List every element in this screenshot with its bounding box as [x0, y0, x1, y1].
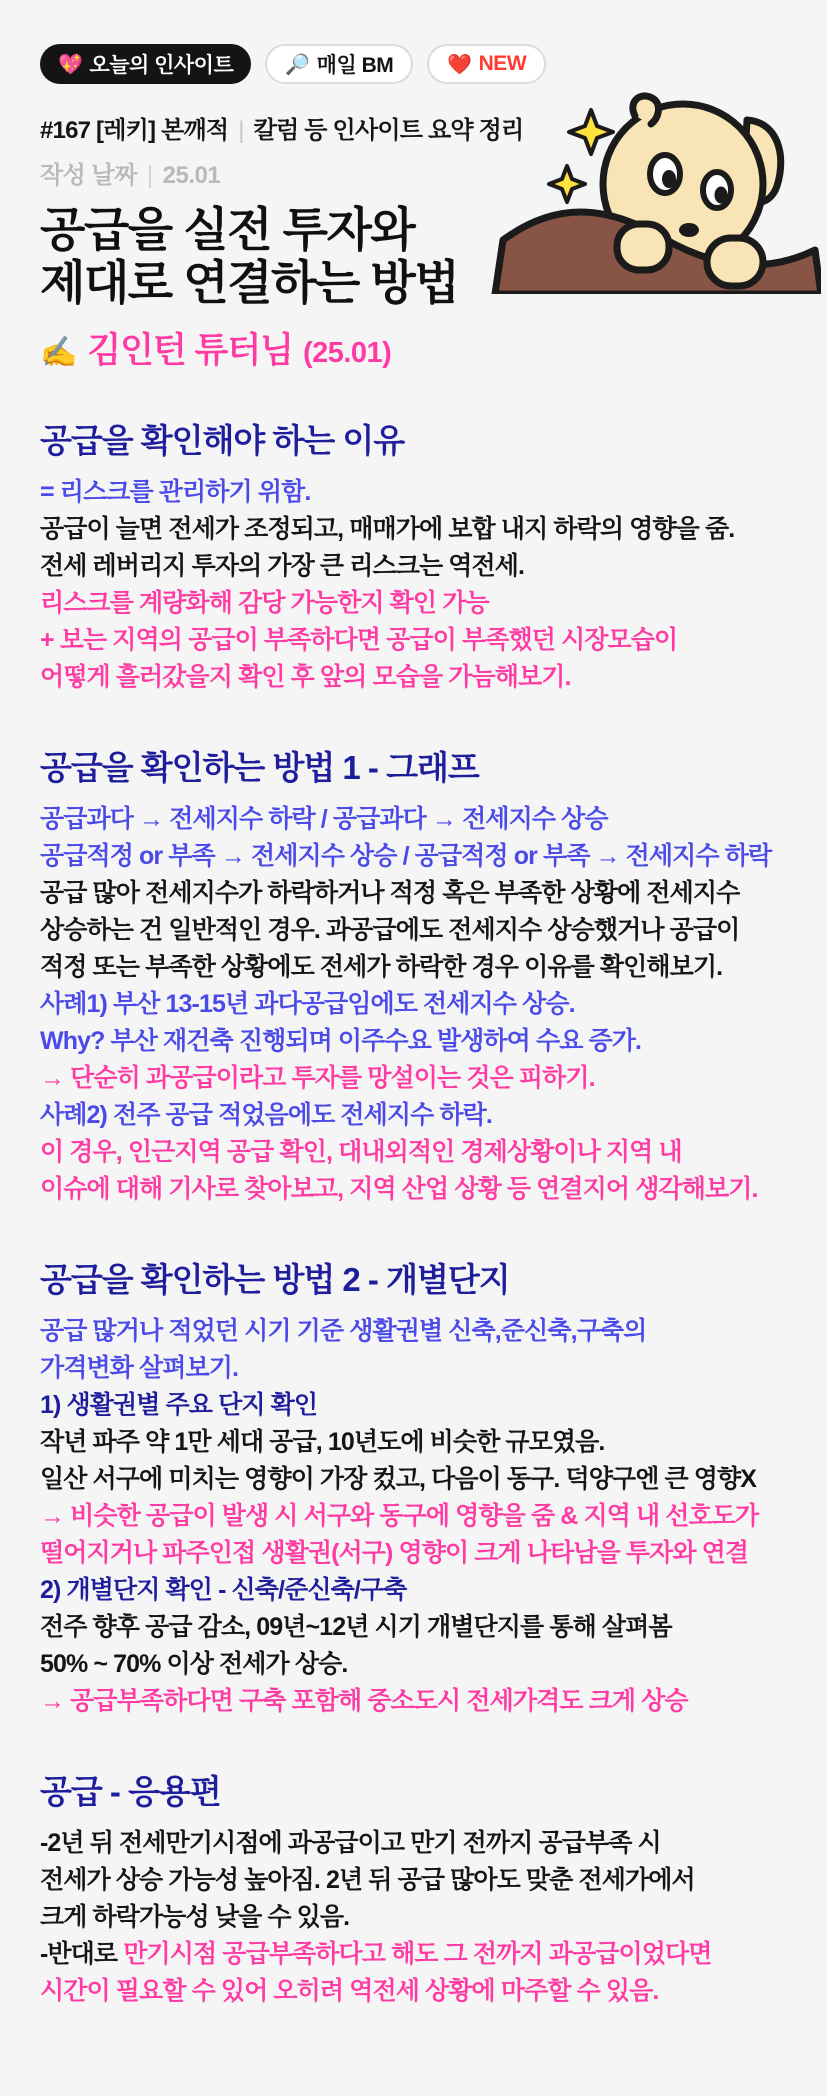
- badge-row: [40, 44, 787, 84]
- badge-today-insight[interactable]: [40, 44, 251, 84]
- text-segment: 크게 하락가능성 낮을 수 있음.: [40, 1903, 350, 1932]
- body-line: [40, 949, 787, 986]
- author-name: 김인턴 튜터님: [87, 331, 293, 371]
- section-3: [40, 1254, 787, 1720]
- author-date: (25.01): [302, 337, 392, 370]
- body-line: [40, 1350, 787, 1387]
- body-line: [40, 1461, 787, 1498]
- text-segment: 일산 서구에 미치는 영향이 가장 컸고, 다음이 동구. 덕양구엔 큰 영향X: [40, 1465, 757, 1494]
- text-segment: 전세가 상승 가능성 높아짐. 2년 뒤 공급 많아도 맞춘 전세가에서: [40, 1866, 695, 1895]
- heart-icon: ❤️: [447, 53, 472, 76]
- section-1: [40, 415, 787, 696]
- text-segment: 공급 많거나 적었던 시기 기준 생활권별 신축,준신축,구축의: [40, 1317, 647, 1346]
- section-4: [40, 1766, 787, 2010]
- body-line: [40, 1899, 787, 1936]
- body-line: [40, 1387, 787, 1424]
- body-line: [40, 1060, 787, 1097]
- text-segment: 시간이 필요할 수 있어 오히려 역전세 상황에 마주할 수 있음.: [40, 1977, 659, 2006]
- body-line: [40, 1572, 787, 1609]
- body-line: [40, 838, 787, 875]
- date-divider: |: [146, 162, 153, 189]
- body-line: [40, 1097, 787, 1134]
- text-segment: → 공급부족하다면 구축 포함해 중소도시 전세가격도 크게 상승: [40, 1687, 688, 1716]
- date-line: [40, 155, 787, 190]
- body-line: [40, 1973, 787, 2010]
- body-line: [40, 1825, 787, 1862]
- text-segment: 어떻게 흘러갔을지 확인 후 앞의 모습을 가늠해보기.: [40, 663, 571, 692]
- section-2: [40, 742, 787, 1208]
- body-line: [40, 1683, 787, 1720]
- text-segment: 이 경우, 인근지역 공급 확인, 대내외적인 경제상황이나 지역 내: [40, 1138, 682, 1167]
- text-segment: → 비슷한 공급이 발생 시 서구와 동구에 영향을 줌 & 지역 내 선호도가: [40, 1502, 759, 1531]
- body-line: [40, 1498, 787, 1535]
- section-heading: 공급을 확인하는 방법 2 - 개별단지: [40, 1261, 510, 1299]
- text-segment: = 리스크를 관리하기 위함.: [40, 478, 311, 507]
- meta-line: [40, 110, 787, 145]
- body-line: [40, 1424, 787, 1461]
- writing-hand-icon: ✍️: [40, 336, 78, 370]
- text-segment: 50% ~ 70% 이상 전세가 상승.: [40, 1650, 348, 1679]
- body-line: [40, 1313, 787, 1350]
- body-line: [40, 1023, 787, 1060]
- section-heading: 공급을 확인하는 방법 1 - 그래프: [40, 749, 479, 787]
- meta-description: 칼럼 등 인사이트 요약 정리: [253, 117, 524, 144]
- body-line: [40, 1134, 787, 1171]
- text-segment: 사례2) 전주 공급 적었음에도 전세지수 하락.: [40, 1101, 492, 1130]
- body-line: [40, 548, 787, 585]
- body-line: [40, 474, 787, 511]
- text-segment: 떨어지거나 파주인접 생활권(서구) 영향이 크게 나타남을 투자와 연결: [40, 1539, 749, 1568]
- text-segment: 1) 생활권별 주요 단지 확인: [40, 1391, 318, 1420]
- text-segment: + 보는 지역의 공급이 부족하다면 공급이 부족했던 시장모습이: [40, 626, 678, 655]
- body-line: [40, 1936, 787, 1973]
- text-segment: Why? 부산 재건축 진행되며 이주수요 발생하여 수요 증가.: [40, 1027, 642, 1056]
- title-line-1: 공급을 실전 투자와: [40, 203, 415, 256]
- text-segment: 만기시점 공급부족하다고 해도 그 전까지 과공급이었다면: [123, 1940, 712, 1969]
- badge-label: 오늘의 인사이트: [89, 54, 234, 77]
- body-line: [40, 659, 787, 696]
- body-line: [40, 1171, 787, 1208]
- badge-label: NEW: [478, 52, 527, 75]
- body-line: [40, 875, 787, 912]
- section-heading: 공급을 확인해야 하는 이유: [40, 422, 405, 460]
- sparkling-heart-icon: 💖: [58, 53, 83, 76]
- body-line: [40, 511, 787, 548]
- text-segment: 2) 개별단지 확인 - 신축/준신축/구축: [40, 1576, 407, 1605]
- meta-divider: |: [238, 117, 244, 144]
- text-segment: -반대로: [40, 1940, 124, 1969]
- text-segment: 상승하는 건 일반적인 경우. 과공급에도 전세지수 상승했거나 공급이: [40, 916, 740, 945]
- body-line: [40, 1535, 787, 1572]
- text-segment: 사례1) 부산 13-15년 과다공급임에도 전세지수 상승.: [40, 990, 575, 1019]
- text-segment: 리스크를 계량화해 감당 가능한지 확인 가능: [40, 589, 489, 618]
- text-segment: 작년 파주 약 1만 세대 공급, 10년도에 비슷한 규모였음.: [40, 1428, 605, 1457]
- body-line: [40, 622, 787, 659]
- body-line: [40, 1609, 787, 1646]
- issue-number-label: #167 [레키] 본깨적: [40, 117, 229, 144]
- body-line: [40, 986, 787, 1023]
- text-segment: 공급적정 or 부족 → 전세지수 상승 / 공급적정 or 부족 → 전세지수 하락: [40, 842, 772, 871]
- text-segment: 가격변화 살펴보기.: [40, 1354, 239, 1383]
- badge-daily-bm[interactable]: [265, 44, 413, 84]
- date-label: 작성 날짜: [40, 162, 137, 189]
- badge-new[interactable]: [427, 44, 546, 84]
- text-segment: → 단순히 과공급이라고 투자를 망설이는 것은 피하기.: [40, 1064, 595, 1093]
- body-line: [40, 585, 787, 622]
- date-value: 25.01: [162, 162, 221, 189]
- title-line-2: 제대로 연결하는 방법: [40, 255, 459, 309]
- body-line: [40, 1646, 787, 1683]
- section-heading: 공급 - 응용편: [40, 1773, 221, 1811]
- text-segment: -2년 뒤 전세만기시점에 과공급이고 만기 전까지 공급부족 시: [40, 1829, 661, 1858]
- badge-label: 매일 BM: [316, 54, 394, 77]
- text-segment: 전세 레버리지 투자의 가장 큰 리스크는 역전세.: [40, 552, 525, 581]
- text-segment: 공급과다 → 전세지수 하락 / 공급과다 → 전세지수 상승: [40, 805, 608, 834]
- text-segment: 공급이 늘면 전세가 조정되고, 매매가에 보합 내지 하락의 영향을 줌.: [40, 515, 735, 544]
- text-segment: 전주 향후 공급 감소, 09년~12년 시기 개별단지를 통해 살펴봄: [40, 1613, 672, 1642]
- author-line: [40, 323, 787, 373]
- body-line: [40, 912, 787, 949]
- body-line: [40, 1862, 787, 1899]
- body-line: [40, 801, 787, 838]
- text-segment: 이슈에 대해 기사로 찾아보고, 지역 산업 상황 등 연결지어 생각해보기.: [40, 1175, 758, 1204]
- text-segment: 공급 많아 전세지수가 하락하거나 적정 혹은 부족한 상황에 전세지수: [40, 879, 740, 908]
- sections: [40, 415, 787, 2010]
- text-segment: 적정 또는 부족한 상황에도 전세가 하락한 경우 이유를 확인해보기.: [40, 953, 723, 982]
- magnifier-icon: 🔎: [285, 53, 310, 76]
- page-title: [40, 204, 787, 309]
